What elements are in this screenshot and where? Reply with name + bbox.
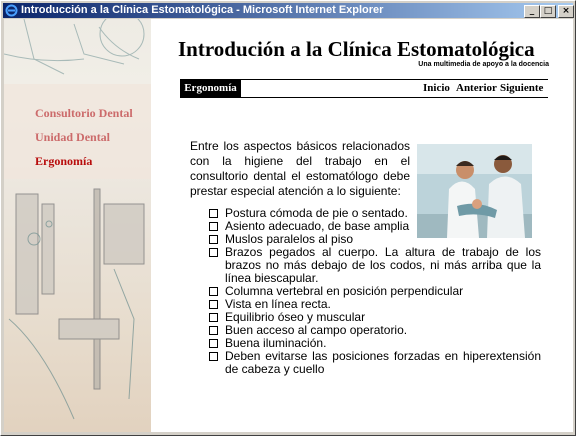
checkbox-bullet-icon <box>209 222 218 231</box>
list-item-text: Muslos paralelos al piso <box>225 232 354 246</box>
page-subtitle: Una multimedia de apoyo a la docencia <box>418 61 549 68</box>
checkbox-bullet-icon <box>209 326 218 335</box>
navigation-bar <box>180 79 548 98</box>
checkbox-bullet-icon <box>209 352 218 361</box>
checkbox-bullet-icon <box>209 339 218 348</box>
checkbox-bullet-icon <box>209 300 218 309</box>
checkbox-bullet-icon <box>209 209 218 218</box>
window-title: Introducción a la Clínica Estomatológica - Microsoft Internet Explorer <box>21 4 384 16</box>
close-button[interactable]: × <box>558 5 574 18</box>
checkbox-bullet-icon <box>209 287 218 296</box>
nav-anterior-link[interactable]: Anterior <box>456 82 497 94</box>
intro-paragraph: Entre los aspectos básicos relacionados con la higiene del trabajo en el consultorio dental el estomatólogo debe prestar especial atención a lo siguiente: <box>190 139 410 198</box>
list-item-text: Columna vertebral en posición perpendicular <box>225 284 464 298</box>
checkbox-bullet-icon <box>209 235 218 244</box>
list-item-text: Equilibrio óseo y muscular <box>225 310 366 324</box>
list-item <box>208 246 541 285</box>
list-item-text: Buena iluminación. <box>225 336 327 350</box>
maximize-button[interactable]: □ <box>540 5 556 18</box>
list-item-text: Postura cómoda de pie o sentado. <box>225 206 408 220</box>
internet-explorer-icon <box>5 4 18 17</box>
list-item-text: Buen acceso al campo operatorio. <box>225 323 408 337</box>
side-panel <box>4 19 151 432</box>
sidebar-item-unidad-dental[interactable]: Unidad Dental <box>35 130 111 144</box>
sidebar-item-ergonomia[interactable]: Ergonomía <box>35 154 93 168</box>
sidebar-item-consultorio-dental[interactable]: Consultorio Dental <box>35 106 133 120</box>
dental-equipment-illustration <box>4 19 151 432</box>
checkbox-bullet-icon <box>209 248 218 257</box>
list-item-text: Brazos pegados al cuerpo. La altura de trabajo de los brazos no más debajo de los codos, ni más arriba que la línea biescapular. <box>225 245 541 285</box>
nav-inicio-link[interactable]: Inicio <box>423 82 450 94</box>
page-content <box>4 19 573 432</box>
section-label: Ergonomía <box>180 80 241 97</box>
list-item <box>208 350 541 376</box>
checkbox-bullet-icon <box>209 313 218 322</box>
list-item-text: Asiento adecuado, de base amplia <box>225 219 410 233</box>
ergonomics-list <box>208 207 541 376</box>
list-item-text: Vista en línea recta. <box>225 297 331 311</box>
minimize-button[interactable]: _ <box>524 5 540 18</box>
nav-siguiente-link[interactable]: Siguiente <box>500 82 544 94</box>
title-bar[interactable] <box>3 3 573 18</box>
list-item-text: Deben evitarse las posiciones forzadas en hiperextensión de cabeza y cuello <box>225 349 541 376</box>
page-title: Introdución a la Clínica Estomatológica <box>178 37 535 61</box>
